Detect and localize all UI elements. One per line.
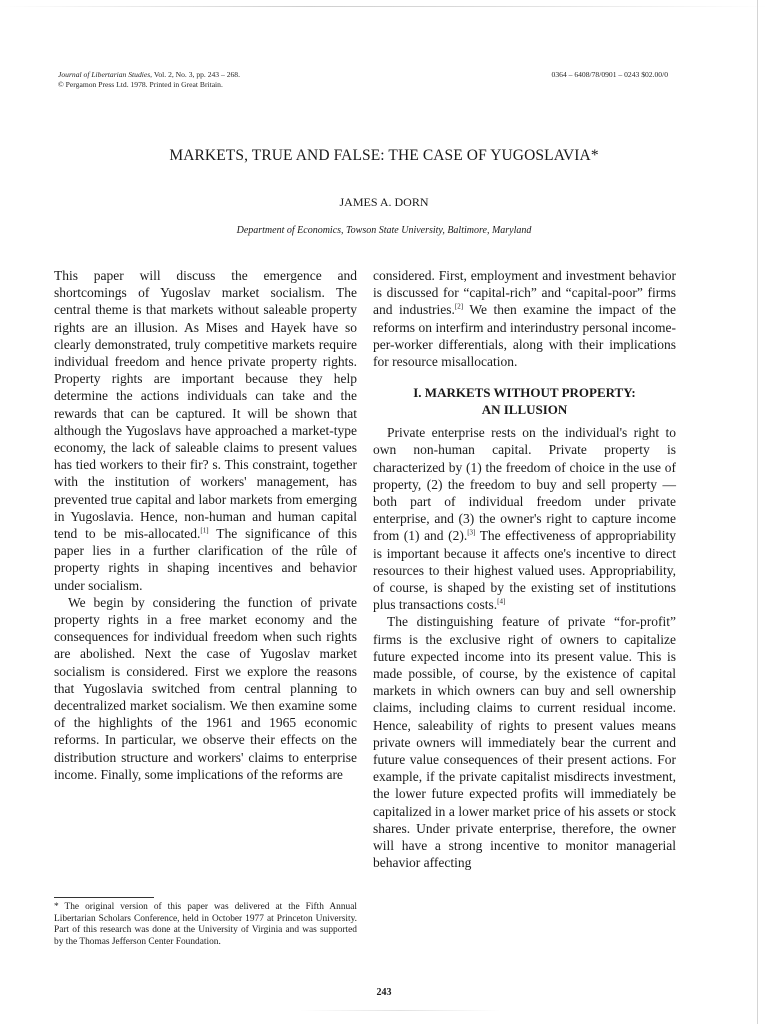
right-column xyxy=(373,267,676,872)
author-name: JAMES A. DORN xyxy=(339,195,429,209)
paragraph: This paper will discuss the emergence and shortcomings of Yugoslav market socialism. The central theme is that markets without saleable property rights are an illusion. As Mises and Hayek have so clearly demonstrated, truly competitive markets require individual freedom and hence private property rights. Property rights are important because they help determine the actions individuals can take and the rewards that can be captured. It will be shown that although the Yugoslavs have approached a market-type economy, the lack of saleable claims to present values has tied workers to their fir? s. This constraint, together with the institution of workers' management, has prevented true capital and labor markets from emerging in Yugoslavia. Hence, non-human and human capital tend to be mis-allocated.[1] The significance of this paper lies in a further clarification of the rûle of property rights in shaping incentives and behavior under socialism. xyxy=(54,268,357,593)
paragraph: considered. First, employment and investment behavior is discussed for “capital-rich” and “capital-poor” firms and industries.[2] We then examine the impact of the reforms on interfirm and interindustry personal income-per-worker differentials, along with their implications for resource misallocation. xyxy=(373,268,676,370)
section-heading: I. MARKETS WITHOUT PROPERTY: AN ILLUSION xyxy=(413,385,636,418)
copyright-line: © Pergamon Press Ltd. 1978. Printed in Great Britain. xyxy=(58,80,223,89)
journal-name: Journal of Libertarian Studies, xyxy=(58,70,153,79)
journal-citation xyxy=(58,70,240,90)
reference-marker: [2] xyxy=(454,302,464,311)
reference-marker: [3] xyxy=(467,528,476,537)
paragraph: The distinguishing feature of private “for-profit” firms is the exclusive right of owners to capitalize future expected income into its present value. This is made possible, of course, by the existence of capital markets in which owners can buy and sell ownership claims, including claims to current residual income. Hence, saleability of rights to present values means private owners will immediately bear the current and future value consequences of their present actions. For example, if the private capitalist misdirects investment, the lower future expected profits will immediately be capitalized in a lower market price of his assets or stock shares. Under private enterprise, therefore, the owner will have a strong incentive to monitor managerial behavior affecting xyxy=(373,614,676,871)
footnote-divider xyxy=(54,897,154,898)
page-number: 243 xyxy=(376,987,392,998)
paragraph: Private enterprise rests on the individual's right to own non-human capital. Private property is characterized by (1) the freedom of choice in the use of property, (2) the freedom to buy and sell property — both part of individual freedom under private enterprise, and (3) the owner's right to capture income from (1) and (2).[3] The effectiveness of appropriability is important because it affects one's incentive to direct resources to their highest valued uses. Appropriability, of course, is shaped by the existing set of institutions plus transactions costs.[4] xyxy=(373,425,676,613)
left-column xyxy=(54,267,357,783)
scan-noise xyxy=(300,1010,500,1011)
author-affiliation: Department of Economics, Towson State University, Baltimore, Maryland xyxy=(236,225,532,236)
reference-marker: [4] xyxy=(497,597,506,606)
journal-volume: Vol. 2, No. 3, pp. 243 – 268. xyxy=(152,70,240,79)
scan-edge-top xyxy=(0,6,768,7)
footnote: * The original version of this paper was delivered at the Fifth Annual Libertarian Scholars Conference, held in October 1977 at Princeton University. Part of this research was done at the University of Virginia and was supported by the Thomas Jefferson Center Foundation. xyxy=(54,902,357,947)
article-code: 0364 – 6408/78/0901 – 0243 $02.00/0 xyxy=(551,70,668,79)
article-title: MARKETS, TRUE AND FALSE: THE CASE OF YUGOSLAVIA* xyxy=(169,147,599,164)
reference-marker: [1] xyxy=(200,526,209,535)
paragraph: We begin by considering the function of private property rights in a free market economy and the consequences for individual freedom when such rights are abolished. Next the case of Yugoslav market socialism is considered. First we explore the reasons that Yugoslavia switched from central planning to decentralized market socialism. We then examine some of the highlights of the 1961 and 1965 economic reforms. In particular, we observe their effects on the distribution structure and workers' claims to enterprise income. Finally, some implications of the reforms are xyxy=(54,594,357,782)
